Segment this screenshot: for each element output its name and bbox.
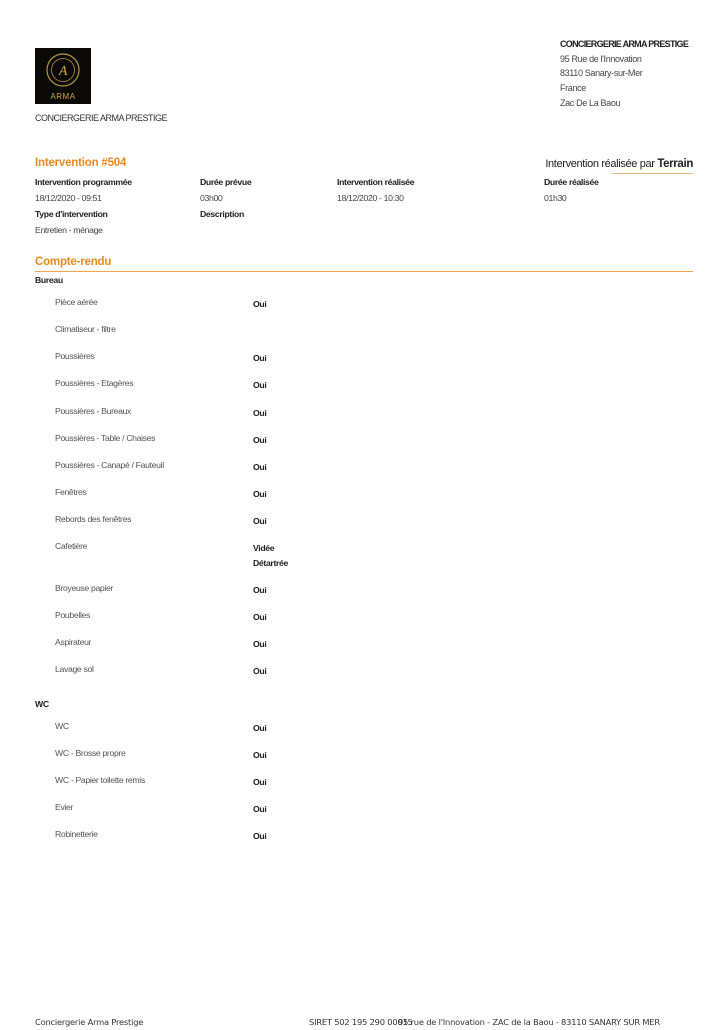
row-label: Fenêtres bbox=[55, 487, 87, 497]
field-scheduled bbox=[35, 177, 132, 204]
footer-siret: SIRET 502 195 290 00015 bbox=[309, 1017, 413, 1027]
row-label: Poussières - Bureaux bbox=[55, 406, 132, 416]
row-label: Evier bbox=[55, 802, 74, 812]
row-label: Cafetière bbox=[55, 541, 88, 551]
row-label: Rebords des fenêtres bbox=[55, 514, 132, 524]
row-answer: Oui bbox=[253, 831, 267, 841]
row-label: Poussières - Table / Chaises bbox=[55, 433, 156, 443]
company-name: CONCIERGERIE ARMA PRESTIGE bbox=[35, 113, 168, 123]
row-label: Aspirateur bbox=[55, 637, 92, 647]
row-label: WC - Papier toilette remis bbox=[55, 775, 145, 785]
field-description bbox=[200, 209, 244, 225]
row-answer: Oui bbox=[253, 804, 267, 814]
field-label: Durée prévue bbox=[200, 177, 252, 187]
row-answer: Oui bbox=[253, 299, 267, 309]
group-heading-bureau: Bureau bbox=[35, 275, 63, 285]
row-answer: Oui bbox=[253, 585, 267, 595]
report-divider bbox=[35, 271, 693, 272]
row-answer-multi bbox=[253, 541, 288, 570]
row-label: WC bbox=[55, 721, 69, 731]
row-answer: Oui bbox=[253, 516, 267, 526]
footer-company: Conciergerie Arma Prestige bbox=[35, 1017, 144, 1027]
address-city: 83110 Sanary-sur-Mer bbox=[560, 68, 643, 79]
row-answer: Oui bbox=[253, 462, 267, 472]
row-answer: Oui bbox=[253, 489, 267, 499]
row-label: Climatiseur - filtre bbox=[55, 324, 116, 334]
row-answer: Oui bbox=[253, 777, 267, 787]
field-planned-duration bbox=[200, 177, 251, 204]
realised-by-prefix: Intervention réalisée par bbox=[545, 158, 655, 170]
field-label: Intervention programmée bbox=[35, 177, 132, 187]
row-label: Poussières - Etagères bbox=[55, 378, 134, 388]
row-label: Robinetterie bbox=[55, 829, 98, 839]
row-answer: Oui bbox=[253, 666, 267, 676]
intervention-title: Intervention #504 bbox=[35, 157, 127, 169]
row-answer-line: Vidée bbox=[253, 543, 275, 553]
address-street: 95 Rue de l'Innovation bbox=[560, 53, 642, 64]
row-answer: Oui bbox=[253, 639, 267, 649]
field-label: Type d'intervention bbox=[35, 209, 108, 219]
row-label: Poussières - Canapé / Fauteuil bbox=[55, 460, 164, 470]
realised-by-underline bbox=[612, 173, 693, 174]
company-address bbox=[560, 37, 688, 111]
address-country: France bbox=[560, 83, 586, 94]
field-actual-duration bbox=[544, 177, 599, 204]
row-answer: Oui bbox=[253, 353, 267, 363]
field-type bbox=[35, 209, 107, 236]
group-heading-wc: WC bbox=[35, 699, 49, 709]
footer-address: 95 rue de l'Innovation - ZAC de la Baou - 83110 SANARY SUR MER bbox=[398, 1017, 660, 1027]
realised-by-value: Terrain bbox=[657, 158, 693, 170]
row-answer: Oui bbox=[253, 750, 267, 760]
field-label: Description bbox=[200, 209, 244, 219]
field-completed bbox=[337, 177, 414, 204]
field-label: Intervention réalisée bbox=[337, 177, 415, 187]
field-value: Entretien - ménage bbox=[35, 225, 103, 235]
row-label: Lavage sol bbox=[55, 664, 94, 674]
realised-by bbox=[545, 158, 693, 171]
report-title: Compte-rendu bbox=[35, 256, 112, 268]
row-answer-line: Détartrée bbox=[253, 557, 288, 568]
logo-text: ARMA bbox=[50, 92, 76, 101]
arma-emblem-icon bbox=[35, 48, 91, 104]
address-zone: Zac De La Baou bbox=[560, 97, 621, 108]
svg-text:A: A bbox=[58, 64, 68, 79]
field-value: 18/12/2020 - 10:30 bbox=[337, 193, 404, 203]
company-logo bbox=[35, 48, 91, 104]
field-value: 01h30 bbox=[544, 193, 567, 203]
field-label: Durée réalisée bbox=[544, 177, 599, 187]
field-value: 03h00 bbox=[200, 193, 223, 203]
row-answer: Oui bbox=[253, 723, 267, 733]
row-answer: Oui bbox=[253, 380, 267, 390]
row-answer: Oui bbox=[253, 612, 267, 622]
row-answer: Oui bbox=[253, 435, 267, 445]
row-answer: Oui bbox=[253, 408, 267, 418]
address-company-name: CONCIERGERIE ARMA PRESTIGE bbox=[560, 39, 689, 49]
field-value: 18/12/2020 - 09:51 bbox=[35, 193, 102, 203]
row-label: Broyeuse papier bbox=[55, 583, 114, 593]
row-label: Pièce aérée bbox=[55, 297, 98, 307]
row-label: Poussières bbox=[55, 351, 95, 361]
row-label: WC - Brosse propre bbox=[55, 748, 126, 758]
row-label: Poubelles bbox=[55, 610, 91, 620]
